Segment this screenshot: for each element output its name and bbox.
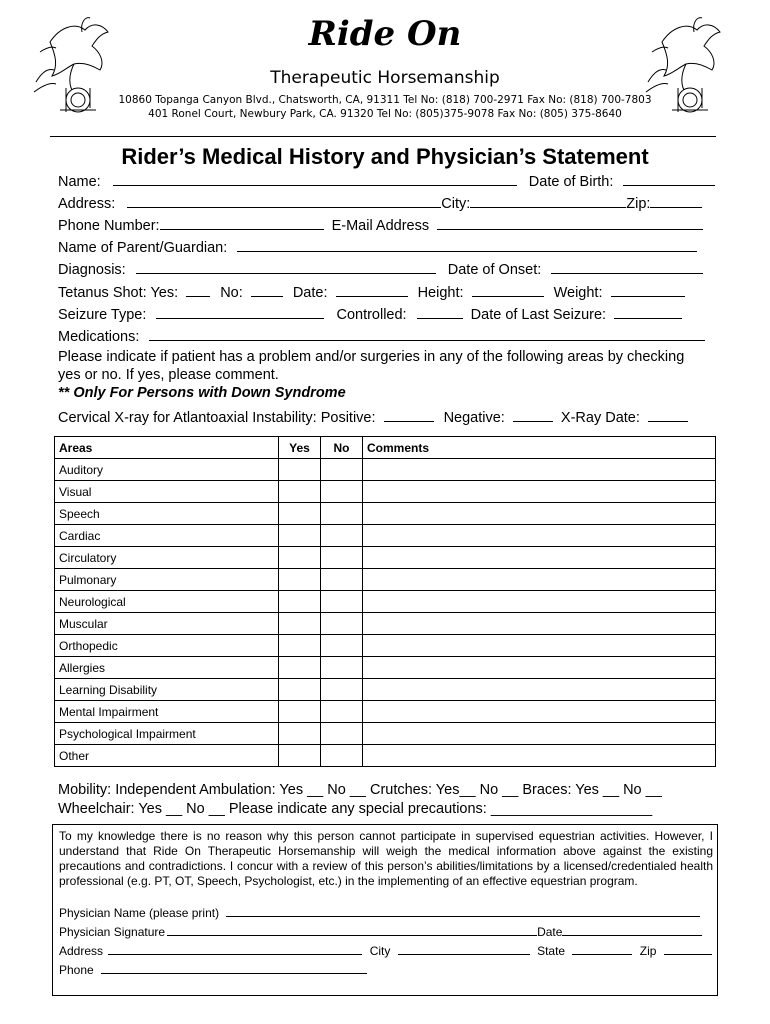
seizure-label: Seizure Type: <box>58 307 147 323</box>
negative-field[interactable] <box>513 408 553 422</box>
medications-label: Medications: <box>58 329 140 345</box>
table-row <box>55 547 716 569</box>
tetanus-no-label: No: <box>220 285 243 301</box>
tetanus-label: Tetanus Shot: Yes: <box>58 285 179 301</box>
physician-name-row <box>59 905 700 920</box>
tetanus-yes-field[interactable] <box>186 283 210 297</box>
areas-header: Areas <box>55 437 279 459</box>
weight-field[interactable] <box>611 283 685 297</box>
table-row <box>55 613 716 635</box>
physician-signature-field[interactable] <box>167 924 537 936</box>
name-row <box>58 172 715 190</box>
guardian-label: Name of Parent/Guardian: <box>58 240 228 256</box>
area-label: Pulmonary <box>55 569 279 591</box>
zip-label: Zip: <box>626 196 651 212</box>
areas-table <box>54 436 716 767</box>
comments-cell[interactable] <box>363 701 716 723</box>
no-cell[interactable] <box>321 679 363 701</box>
seizure-type-field[interactable] <box>156 305 324 319</box>
comments-cell[interactable] <box>363 525 716 547</box>
area-label: Mental Impairment <box>55 701 279 723</box>
no-cell[interactable] <box>321 459 363 481</box>
controlled-label: Controlled: <box>336 307 407 323</box>
area-label: Neurological <box>55 591 279 613</box>
comments-cell[interactable] <box>363 547 716 569</box>
area-label: Auditory <box>55 459 279 481</box>
yes-cell[interactable] <box>279 481 321 503</box>
address-label: Address: <box>58 196 116 212</box>
xray-date-field[interactable] <box>648 408 688 422</box>
yes-cell[interactable] <box>279 591 321 613</box>
table-row <box>55 503 716 525</box>
form-title: Rider’s Medical History and Physician’s Statement <box>121 144 649 169</box>
no-header: No <box>321 437 363 459</box>
no-cell[interactable] <box>321 723 363 745</box>
physician-zip-field[interactable] <box>664 943 712 955</box>
physician-signature-label: Physician Signature <box>59 925 166 939</box>
diagnosis-row <box>58 260 703 278</box>
area-label: Visual <box>55 481 279 503</box>
phone-label: Phone Number: <box>58 218 160 234</box>
table-row <box>55 591 716 613</box>
last-seizure-label: Date of Last Seizure: <box>470 307 607 323</box>
diagnosis-label: Diagnosis: <box>58 262 126 278</box>
statement-text: To my knowledge there is no reason why this person cannot participate in supervised equestrian activities. However, I understand that Ride On Therapeutic Horsemanship will weigh the medical information above against the existing precautions and contradictions. I concur with a review of this person’s abilities/limitations by a licensed/credentialed health professional (e.g. PT, OT, Speech, Psychologist, etc.) in the implementing of an effective equestrian program. <box>59 829 713 888</box>
area-label: Learning Disability <box>55 679 279 701</box>
height-label: Height: <box>417 285 464 301</box>
signature-date-field[interactable] <box>562 924 702 936</box>
yes-header: Yes <box>279 437 321 459</box>
physician-name-label: Physician Name (please print) <box>59 906 220 920</box>
phone-row <box>58 216 703 234</box>
seizure-row <box>58 305 682 323</box>
city-label: City: <box>441 196 471 212</box>
onset-label: Date of Onset: <box>447 262 542 278</box>
table-row <box>55 635 716 657</box>
negative-label: Negative: <box>443 410 505 426</box>
medications-row <box>58 327 705 345</box>
physician-city-label: City <box>369 944 391 958</box>
instructions-line-1: Please indicate if patient has a problem and/or surgeries in any of the following areas by checking <box>58 349 685 365</box>
email-field[interactable] <box>437 216 703 230</box>
name-label: Name: <box>58 174 101 190</box>
last-seizure-field[interactable] <box>614 305 682 319</box>
yes-cell[interactable] <box>279 745 321 767</box>
yes-cell[interactable] <box>279 503 321 525</box>
table-row <box>55 525 716 547</box>
onset-field[interactable] <box>551 260 703 274</box>
yes-cell[interactable] <box>279 525 321 547</box>
comments-cell[interactable] <box>363 657 716 679</box>
no-cell[interactable] <box>321 613 363 635</box>
comments-header: Comments <box>363 437 716 459</box>
diagnosis-field[interactable] <box>136 260 436 274</box>
physician-statement-box <box>52 824 718 996</box>
yes-cell[interactable] <box>279 459 321 481</box>
physician-address-field[interactable] <box>108 943 362 955</box>
area-label: Speech <box>55 503 279 525</box>
xray-date-label: X-Ray Date: <box>560 410 640 426</box>
phone-field[interactable] <box>160 216 324 230</box>
physician-name-field[interactable] <box>226 905 700 917</box>
area-label: Orthopedic <box>55 635 279 657</box>
physician-zip-label: Zip <box>639 944 657 958</box>
table-header-row <box>55 437 716 459</box>
yes-cell[interactable] <box>279 613 321 635</box>
comments-cell[interactable] <box>363 569 716 591</box>
no-cell[interactable] <box>321 701 363 723</box>
no-cell[interactable] <box>321 745 363 767</box>
weight-label: Weight: <box>553 285 603 301</box>
comments-cell[interactable] <box>363 503 716 525</box>
dob-field[interactable] <box>623 172 715 186</box>
physician-phone-label: Phone <box>59 963 94 977</box>
area-label: Muscular <box>55 613 279 635</box>
org-subtitle: Therapeutic Horsemanship <box>270 68 500 88</box>
area-label: Cardiac <box>55 525 279 547</box>
table-row <box>55 701 716 723</box>
table-row <box>55 679 716 701</box>
table-row <box>55 481 716 503</box>
physician-address-label: Address <box>59 944 104 958</box>
cervical-row <box>58 408 688 426</box>
yes-cell[interactable] <box>279 547 321 569</box>
org-name: Ride On <box>308 14 462 54</box>
city-field[interactable] <box>470 194 626 208</box>
physician-state-field[interactable] <box>572 943 632 955</box>
physician-city-field[interactable] <box>398 943 530 955</box>
no-cell[interactable] <box>321 635 363 657</box>
comments-cell[interactable] <box>363 679 716 701</box>
no-cell[interactable] <box>321 503 363 525</box>
comments-cell[interactable] <box>363 591 716 613</box>
address-field[interactable] <box>127 194 441 208</box>
height-field[interactable] <box>472 283 544 297</box>
tetanus-date-label: Date: <box>292 285 328 301</box>
address-line-1: 10860 Topanga Canyon Blvd., Chatsworth, CA, 91311 Tel No: (818) 700-2971 Fax No: (818) 700-7803 <box>118 94 652 106</box>
area-label: Other <box>55 745 279 767</box>
yes-cell[interactable] <box>279 723 321 745</box>
comments-cell[interactable] <box>363 459 716 481</box>
area-label: Psychological Impairment <box>55 723 279 745</box>
physician-state-label: State <box>537 944 566 958</box>
area-label: Allergies <box>55 657 279 679</box>
comments-cell[interactable] <box>363 745 716 767</box>
no-cell[interactable] <box>321 525 363 547</box>
physician-address-row <box>59 943 712 958</box>
positive-field[interactable] <box>384 408 434 422</box>
no-cell[interactable] <box>321 591 363 613</box>
table-row <box>55 745 716 767</box>
dob-label: Date of Birth: <box>528 174 614 190</box>
tetanus-row <box>58 283 685 301</box>
physician-phone-field[interactable] <box>101 962 367 974</box>
table-row <box>55 657 716 679</box>
yes-cell[interactable] <box>279 701 321 723</box>
address-row <box>58 194 702 212</box>
mobility-line-1: Mobility: Independent Ambulation: Yes __ No __ Crutches: Yes__ No __ Braces: Yes __ No __ <box>58 782 662 798</box>
table-row <box>55 459 716 481</box>
zip-field[interactable] <box>650 194 702 208</box>
yes-cell[interactable] <box>279 679 321 701</box>
comments-cell[interactable] <box>363 723 716 745</box>
no-cell[interactable] <box>321 481 363 503</box>
medications-field[interactable] <box>149 327 705 341</box>
name-field[interactable] <box>113 172 517 186</box>
table-row <box>55 569 716 591</box>
yes-cell[interactable] <box>279 657 321 679</box>
no-cell[interactable] <box>321 657 363 679</box>
yes-cell[interactable] <box>279 635 321 657</box>
signature-date-label: Date <box>537 925 563 939</box>
header-divider <box>50 136 716 137</box>
tetanus-date-field[interactable] <box>336 283 408 297</box>
no-cell[interactable] <box>321 547 363 569</box>
address-line-2: 401 Ronel Court, Newbury Park, CA. 91320 Tel No: (805)375-9078 Fax No: (805) 375-8640 <box>148 108 622 120</box>
physician-signature-row <box>59 924 702 939</box>
table-row <box>55 723 716 745</box>
yes-cell[interactable] <box>279 569 321 591</box>
email-label: E-Mail Address <box>331 218 430 234</box>
area-label: Circulatory <box>55 547 279 569</box>
cervical-label: Cervical X-ray for Atlantoaxial Instability: Positive: <box>58 410 376 426</box>
guardian-field[interactable] <box>237 238 697 252</box>
comments-cell[interactable] <box>363 481 716 503</box>
tetanus-no-field[interactable] <box>251 283 283 297</box>
no-cell[interactable] <box>321 569 363 591</box>
guardian-row <box>58 238 697 256</box>
instructions-line-2: yes or no. If yes, please comment. <box>58 367 279 383</box>
controlled-field[interactable] <box>417 305 463 319</box>
mobility-line-2: Wheelchair: Yes __ No __ Please indicate any special precautions: ____________________ <box>58 801 653 817</box>
down-syndrome-note: ** Only For Persons with Down Syndrome <box>58 385 346 401</box>
physician-phone-row <box>59 962 367 977</box>
comments-cell[interactable] <box>363 635 716 657</box>
comments-cell[interactable] <box>363 613 716 635</box>
